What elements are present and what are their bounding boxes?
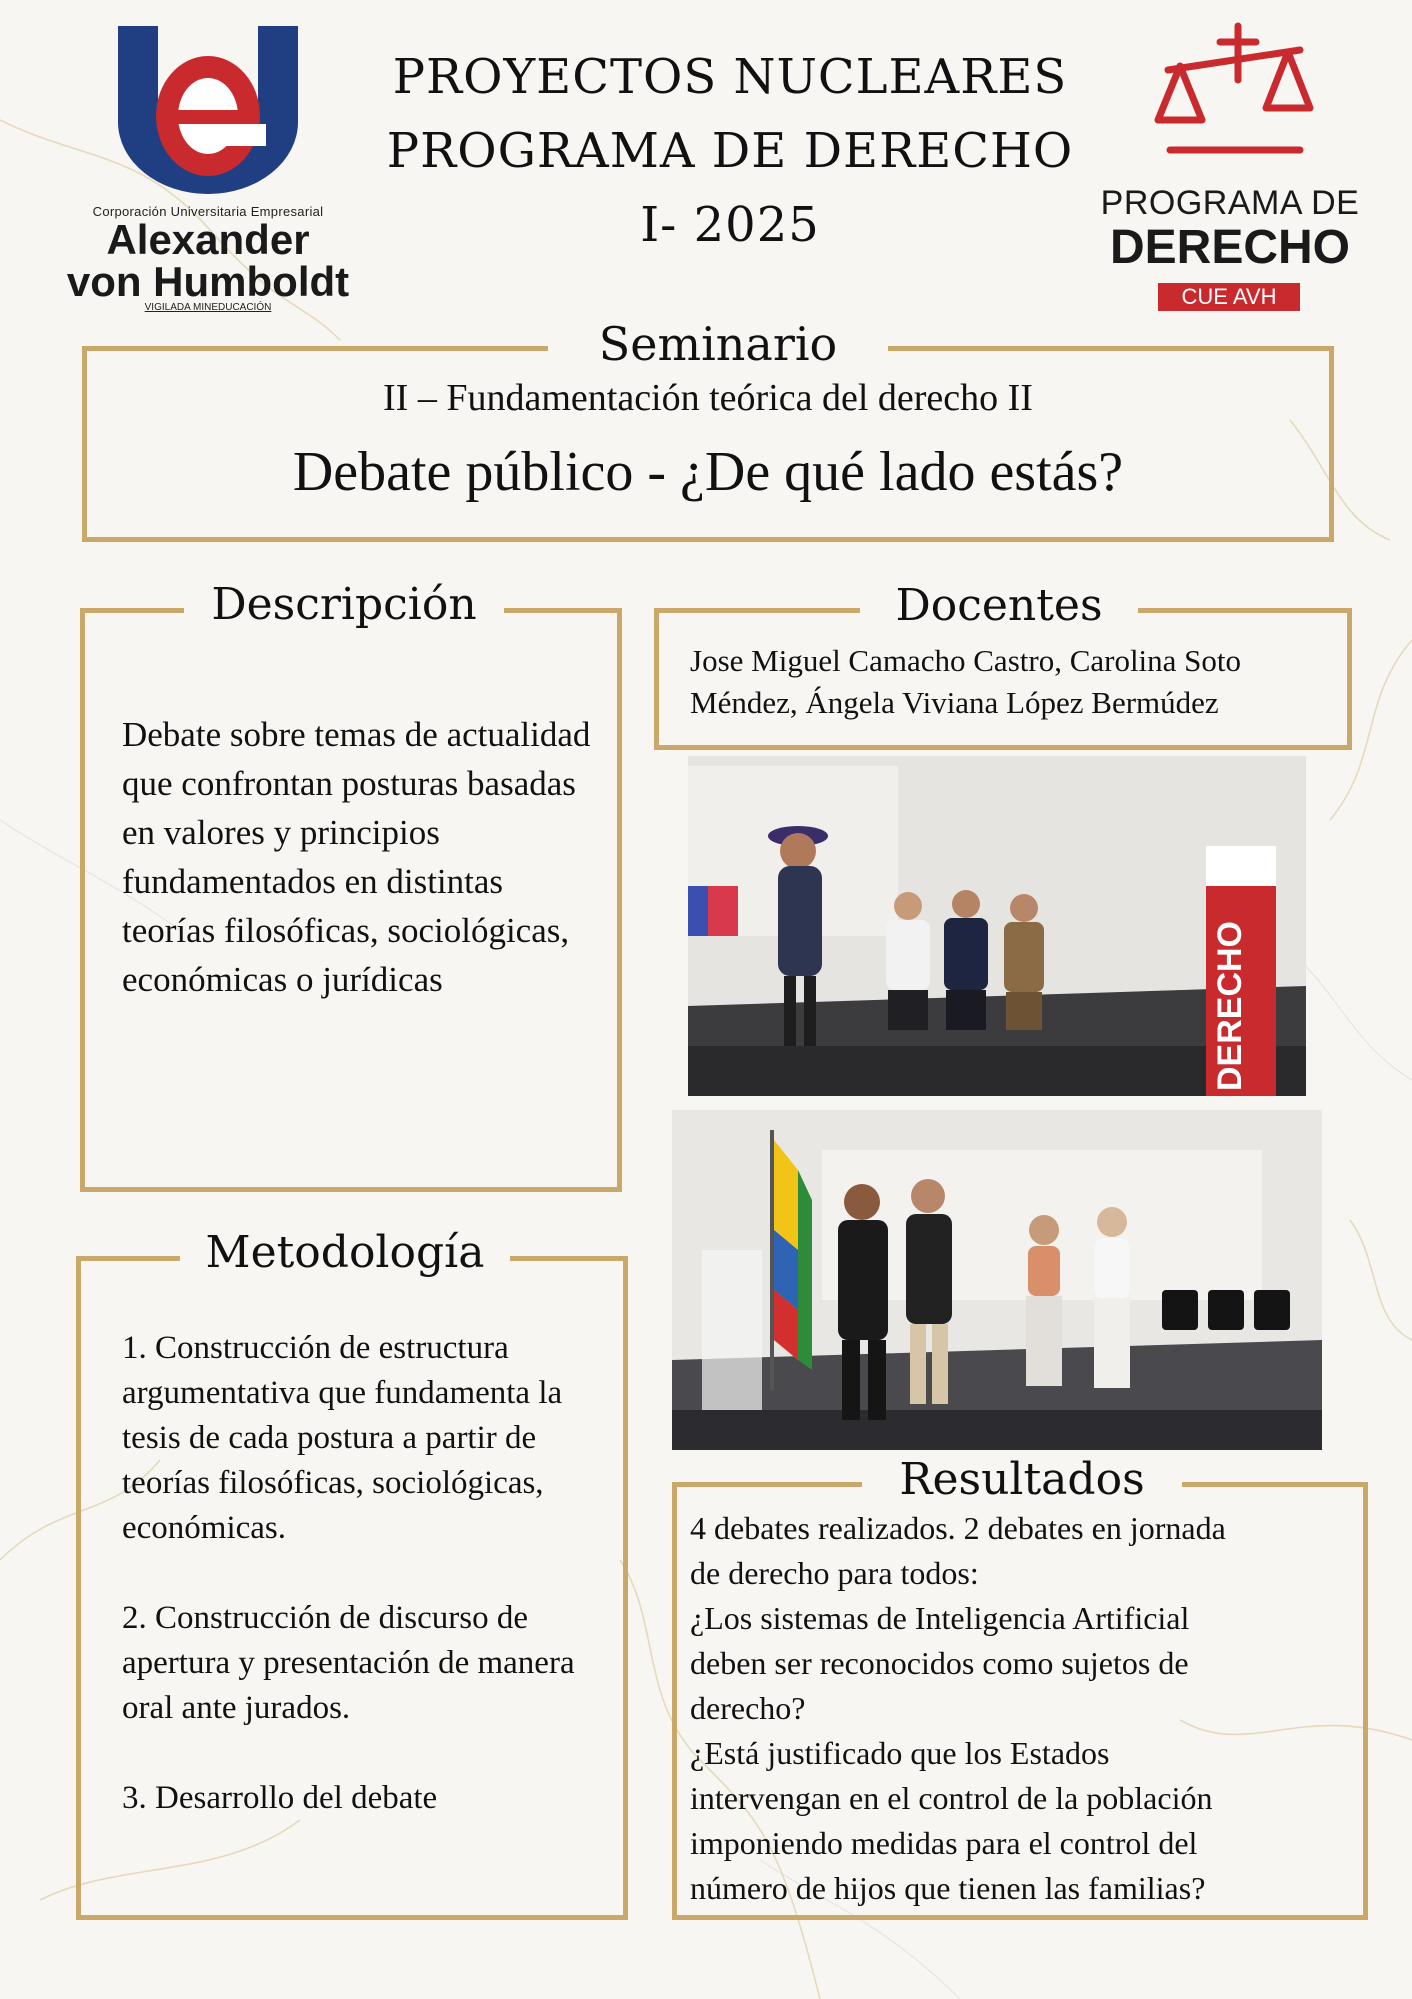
scales-of-justice-icon <box>1150 20 1320 160</box>
resultados-line-8: imponiendo medidas para el control del <box>690 1825 1198 1861</box>
resultados-line-6: ¿Está justificado que los Estados <box>690 1735 1110 1771</box>
resultados-line-7: intervengan en el control de la población <box>690 1780 1213 1816</box>
university-logo <box>48 26 368 316</box>
metodologia-step-2: 2. Construcción de discurso de apertura y presentación de manera oral ante jurados. <box>122 1600 575 1726</box>
university-corporation-label: Corporación Universitaria Empresarial <box>92 204 324 219</box>
docentes-names <box>690 640 1340 724</box>
descripcion-heading: Descripción <box>184 576 504 634</box>
program-logo <box>1090 20 1370 310</box>
descripcion-body: Debate sobre temas de actualidad que confrontan posturas basadas en valores y principios fundamentados en distintas teorías filosóficas, sociológicas, económicas o jurídicas <box>122 715 591 999</box>
resultados-line-5: derecho? <box>690 1690 806 1726</box>
seminario-subtitle: II – Fundamentación teórica del derecho II <box>383 377 1033 419</box>
metodologia-steps <box>122 1326 602 1821</box>
university-name-line2: von Humboldt <box>66 258 350 305</box>
seminario-heading: Seminario <box>548 314 888 374</box>
seminario-title: Debate público - ¿De qué lado estás? <box>292 441 1124 503</box>
poster-title-line1: PROYECTOS NUCLEARES <box>392 49 1068 105</box>
photo1-banner-text: DERECHO <box>1211 920 1249 1092</box>
program-logo-badge: CUE AVH <box>1158 283 1300 311</box>
docentes-heading: Docentes <box>860 578 1138 634</box>
resultados-body <box>690 1506 1360 1911</box>
resultados-line-9: número de hijos que tienen las familias? <box>690 1870 1206 1906</box>
metodologia-step-1: 1. Construcción de estructura argumentativa que fundamenta la tesis de cada postura a partir de teorías filosóficas, sociológicas, económicas. <box>122 1330 563 1546</box>
debate-photo-1 <box>688 756 1306 1096</box>
resultados-line-3: ¿Los sistemas de Inteligencia Artificial <box>690 1600 1190 1636</box>
university-name-line1: Alexander <box>106 216 310 263</box>
university-tagline: VIGILADA MINEDUCACIÓN <box>144 302 272 313</box>
poster-title-line2: PROGRAMA DE DERECHO <box>386 123 1074 179</box>
poster-title-line3: I- 2025 <box>640 197 820 253</box>
metodologia-step-3: 3. Desarrollo del debate <box>122 1780 438 1816</box>
docentes-line2: Méndez, Ángela Viviana López Bermúdez <box>690 685 1219 720</box>
resultados-line-4: deben ser reconocidos como sujetos de <box>690 1645 1189 1681</box>
program-logo-line1: PROGRAMA DE <box>1100 184 1360 222</box>
resultados-line-2: de derecho para todos: <box>690 1555 979 1591</box>
debate-photo-2 <box>672 1110 1322 1450</box>
metodologia-heading: Metodología <box>180 1224 510 1282</box>
resultados-heading: Resultados <box>862 1452 1182 1508</box>
resultados-line-1: 4 debates realizados. 2 debates en jornada <box>690 1510 1226 1546</box>
ue-mark-icon <box>108 26 308 196</box>
program-logo-line2: DERECHO <box>1109 221 1351 274</box>
docentes-line1: Jose Miguel Camacho Castro, Carolina Soto <box>690 643 1242 678</box>
poster-title <box>360 40 1100 262</box>
